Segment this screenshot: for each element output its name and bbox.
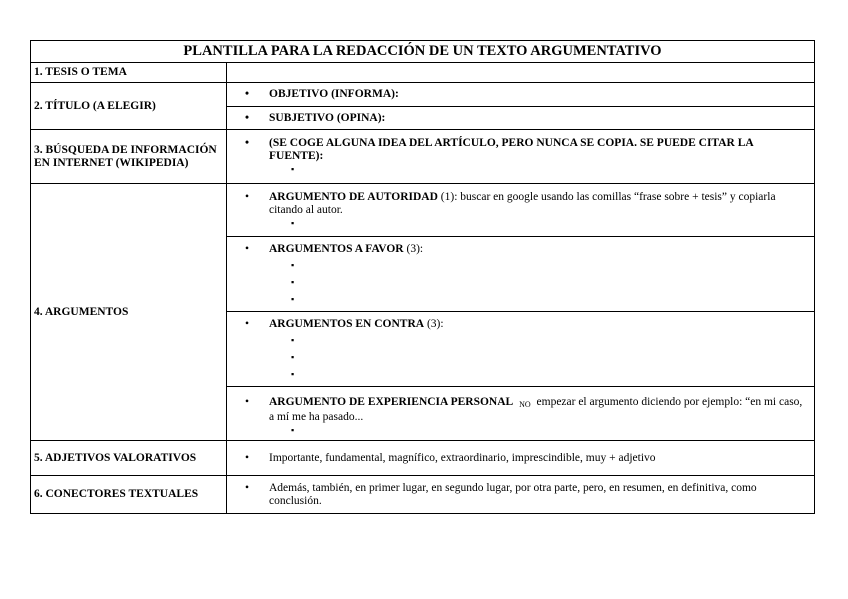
- square-bullet: ▪: [291, 217, 295, 228]
- adjetivos-text: • Importante, fundamental, magnífico, extraordinario, imprescindible, muy + adjetivo: [233, 452, 808, 465]
- busqueda-cell: [227, 130, 815, 184]
- argumentos-contra-count: (3):: [424, 317, 444, 330]
- argumento-personal-heading: ARGUMENTO DE EXPERIENCIA PERSONAL: [269, 396, 514, 408]
- row-adjetivos: [31, 441, 815, 476]
- tesis-cell: [227, 63, 815, 83]
- adjetivos-cell: [227, 441, 815, 476]
- conectores-cell: [227, 476, 815, 514]
- titulo-subjetivo-text: • SUBJETIVO (OPINA):: [233, 112, 808, 125]
- titulo-objetivo-cell: [227, 83, 815, 107]
- argumento-autoridad-text: [233, 191, 808, 217]
- square-bullet: ▪: [291, 259, 295, 270]
- argumento-personal-text: [233, 396, 808, 424]
- titulo-subjetivo-cell: [227, 107, 815, 130]
- titulo-objetivo-text: • OBJETIVO (INFORMA):: [233, 88, 808, 101]
- argumentos-favor-text: [233, 243, 808, 256]
- template-table: [30, 40, 815, 514]
- conectores-text: • Además, también, en primer lugar, en segundo lugar, por otra parte, pero, en resumen, en definitiva, como conclusión.: [233, 482, 808, 508]
- square-bullet: ▪: [291, 368, 295, 379]
- row-conectores: [31, 476, 815, 514]
- argumento-personal-no: NO: [519, 400, 531, 409]
- adjetivos-label: 5. ADJETIVOS VALORATIVOS: [31, 441, 227, 476]
- argumentos-favor-count: (3):: [403, 242, 424, 255]
- argumentos-contra-heading: ARGUMENTOS EN CONTRA: [269, 317, 425, 330]
- square-bullet: ▪: [291, 425, 295, 435]
- square-bullet: ▪: [291, 164, 295, 174]
- argumento-autoridad-heading: ARGUMENTO DE AUTORIDAD: [269, 190, 438, 203]
- tesis-label: 1. TESIS O TEMA: [31, 63, 227, 83]
- document-title: PLANTILLA PARA LA REDACCIÓN DE UN TEXTO ARGUMENTATIVO: [31, 41, 815, 63]
- title-row: [31, 41, 815, 63]
- row-tesis: [31, 63, 815, 83]
- argumentos-contra-cell: [227, 312, 815, 387]
- row-titulo-objetivo: [31, 83, 815, 107]
- busqueda-text: • (SE COGE ALGUNA IDEA DEL ARTÍCULO, PERO NUNCA SE COPIA. SE PUEDE CITAR LA FUENTE):: [233, 137, 808, 163]
- argumento-personal-cell: [227, 387, 815, 441]
- busqueda-label: 3. BÚSQUEDA DE INFORMACIÓN EN INTERNET (WIKIPEDIA): [31, 130, 227, 184]
- conectores-label: 6. CONECTORES TEXTUALES: [31, 476, 227, 514]
- argumento-autoridad-cell: [227, 184, 815, 237]
- square-bullet: ▪: [291, 293, 295, 304]
- argumentos-label: 4. ARGUMENTOS: [31, 184, 227, 441]
- argumentos-favor-heading: ARGUMENTOS A FAVOR: [269, 242, 404, 255]
- row-busqueda: [31, 130, 815, 184]
- square-bullet: ▪: [291, 334, 295, 345]
- square-bullet: ▪: [291, 351, 295, 362]
- square-bullet: ▪: [291, 276, 295, 287]
- titulo-label: 2. TÍTULO (A ELEGIR): [31, 83, 227, 130]
- argumento-personal-description: empezar el argumento diciendo por ejemplo: “en mi caso, a mí me ha pasado...: [269, 396, 803, 423]
- argumentos-contra-text: [233, 318, 808, 331]
- row-argumento-autoridad: [31, 184, 815, 237]
- argumento-autoridad-description: (1): buscar en google usando las comillas “frase sobre + tesis” y copiarla citando al autor.: [269, 190, 776, 216]
- argumentos-favor-cell: [227, 237, 815, 312]
